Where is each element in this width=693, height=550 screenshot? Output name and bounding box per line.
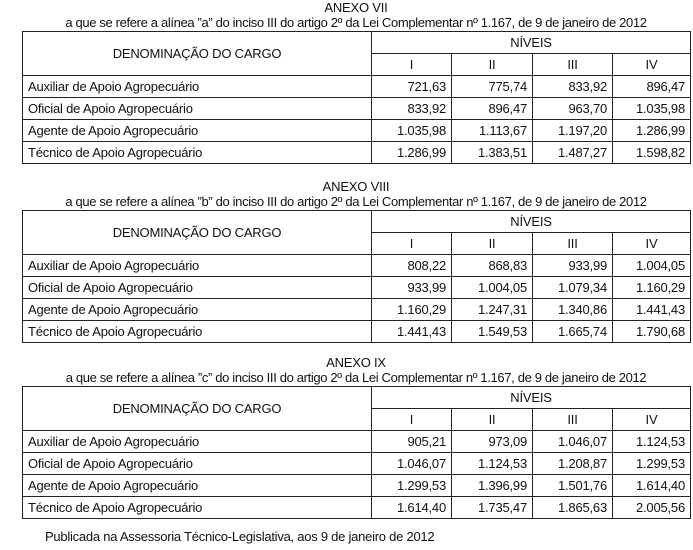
- cargo-name: Agente de Apoio Agropecuário: [23, 475, 372, 497]
- salary-value: 1.665,74: [533, 321, 613, 343]
- salary-table: [22, 210, 691, 343]
- table-row: [23, 98, 691, 120]
- header-cargo: DENOMINAÇÃO DO CARGO: [23, 211, 372, 255]
- header-niveis: NÍVEIS: [372, 387, 691, 409]
- salary-value: 1.160,29: [613, 277, 691, 299]
- table-row: [23, 475, 691, 497]
- annex-9: [22, 355, 690, 519]
- table-row: [23, 255, 691, 277]
- cargo-name: Técnico de Apoio Agropecuário: [23, 142, 372, 164]
- table-row: [23, 142, 691, 164]
- salary-value: 1.396,99: [452, 475, 533, 497]
- annex-8: [22, 179, 690, 343]
- salary-value: 933,99: [533, 255, 613, 277]
- header-level: IV: [613, 409, 691, 431]
- salary-value: 1.160,29: [372, 299, 452, 321]
- salary-table: [22, 386, 691, 519]
- salary-value: 1.441,43: [613, 299, 691, 321]
- publication-note: Publicada na Assessoria Técnico-Legislativa, aos 9 de janeiro de 2012: [45, 529, 435, 544]
- salary-value: 1.614,40: [613, 475, 691, 497]
- salary-value: 2.005,56: [613, 497, 691, 519]
- table-row: [23, 453, 691, 475]
- salary-value: 1.079,34: [533, 277, 613, 299]
- salary-value: 933,99: [372, 277, 452, 299]
- header-level: I: [372, 54, 452, 76]
- salary-value: 1.004,05: [613, 255, 691, 277]
- header-level: I: [372, 409, 452, 431]
- salary-value: 1.441,43: [372, 321, 452, 343]
- salary-value: 896,47: [452, 98, 533, 120]
- salary-value: 905,21: [372, 431, 452, 453]
- cargo-name: Auxiliar de Apoio Agropecuário: [23, 431, 372, 453]
- annex-subtitle: a que se refere a alínea ”c” do inciso III do artigo 2º da Lei Complementar nº 1.167, de 9 de janeiro de 2012: [65, 370, 647, 385]
- salary-value: 775,74: [452, 76, 533, 98]
- header-level: II: [452, 409, 533, 431]
- salary-value: 1.735,47: [452, 497, 533, 519]
- cargo-name: Oficial de Apoio Agropecuário: [23, 98, 372, 120]
- salary-value: 1.124,53: [452, 453, 533, 475]
- salary-value: 1.865,63: [533, 497, 613, 519]
- cargo-name: Técnico de Apoio Agropecuário: [23, 497, 372, 519]
- header-level: III: [533, 409, 613, 431]
- table-row: [23, 299, 691, 321]
- salary-value: 1.299,53: [613, 453, 691, 475]
- header-level: I: [372, 233, 452, 255]
- salary-value: 868,83: [452, 255, 533, 277]
- salary-value: 1.790,68: [613, 321, 691, 343]
- salary-value: 1.208,87: [533, 453, 613, 475]
- header-level: IV: [613, 54, 691, 76]
- cargo-name: Técnico de Apoio Agropecuário: [23, 321, 372, 343]
- salary-value: 1.286,99: [372, 142, 452, 164]
- cargo-name: Agente de Apoio Agropecuário: [23, 299, 372, 321]
- annex-title: ANEXO VII: [324, 0, 388, 15]
- salary-value: 808,22: [372, 255, 452, 277]
- annex-subtitle: a que se refere a alínea ”b” do inciso III do artigo 2º da Lei Complementar nº 1.167, de 9 de janeiro de 2012: [65, 194, 647, 209]
- salary-value: 1.286,99: [613, 120, 691, 142]
- salary-value: 1.299,53: [372, 475, 452, 497]
- salary-value: 1.501,76: [533, 475, 613, 497]
- salary-value: 1.614,40: [372, 497, 452, 519]
- salary-value: 1.487,27: [533, 142, 613, 164]
- header-level: III: [533, 233, 613, 255]
- table-row: [23, 321, 691, 343]
- table-row: [23, 76, 691, 98]
- salary-value: 833,92: [372, 98, 452, 120]
- salary-value: 1.004,05: [452, 277, 533, 299]
- salary-value: 1.035,98: [613, 98, 691, 120]
- header-cargo: DENOMINAÇÃO DO CARGO: [23, 32, 372, 76]
- salary-value: 973,09: [452, 431, 533, 453]
- cargo-name: Oficial de Apoio Agropecuário: [23, 453, 372, 475]
- salary-value: 1.549,53: [452, 321, 533, 343]
- salary-value: 1.046,07: [372, 453, 452, 475]
- header-niveis: NÍVEIS: [372, 32, 691, 54]
- cargo-name: Auxiliar de Apoio Agropecuário: [23, 76, 372, 98]
- table-row: [23, 497, 691, 519]
- salary-value: 1.340,86: [533, 299, 613, 321]
- annex-7: [22, 0, 690, 164]
- salary-value: 1.035,98: [372, 120, 452, 142]
- header-level: II: [452, 54, 533, 76]
- salary-value: 1.598,82: [613, 142, 691, 164]
- header-cargo: DENOMINAÇÃO DO CARGO: [23, 387, 372, 431]
- salary-value: 721,63: [372, 76, 452, 98]
- table-row: [23, 120, 691, 142]
- header-niveis: NÍVEIS: [372, 211, 691, 233]
- salary-value: 963,70: [533, 98, 613, 120]
- annex-title: ANEXO IX: [326, 355, 386, 370]
- table-row: [23, 431, 691, 453]
- annex-title: ANEXO VIII: [322, 179, 390, 194]
- salary-value: 1.197,20: [533, 120, 613, 142]
- salary-value: 1.247,31: [452, 299, 533, 321]
- cargo-name: Oficial de Apoio Agropecuário: [23, 277, 372, 299]
- cargo-name: Agente de Apoio Agropecuário: [23, 120, 372, 142]
- cargo-name: Auxiliar de Apoio Agropecuário: [23, 255, 372, 277]
- salary-value: 1.046,07: [533, 431, 613, 453]
- table-row: [23, 277, 691, 299]
- salary-table: [22, 31, 691, 164]
- salary-value: 1.383,51: [452, 142, 533, 164]
- annex-subtitle: a que se refere a alínea ”a” do inciso III do artigo 2º da Lei Complementar nº 1.167, de 9 de janeiro de 2012: [65, 15, 647, 30]
- salary-value: 1.113,67: [452, 120, 533, 142]
- header-level: III: [533, 54, 613, 76]
- header-level: II: [452, 233, 533, 255]
- salary-value: 1.124,53: [613, 431, 691, 453]
- salary-value: 896,47: [613, 76, 691, 98]
- header-level: IV: [613, 233, 691, 255]
- salary-value: 833,92: [533, 76, 613, 98]
